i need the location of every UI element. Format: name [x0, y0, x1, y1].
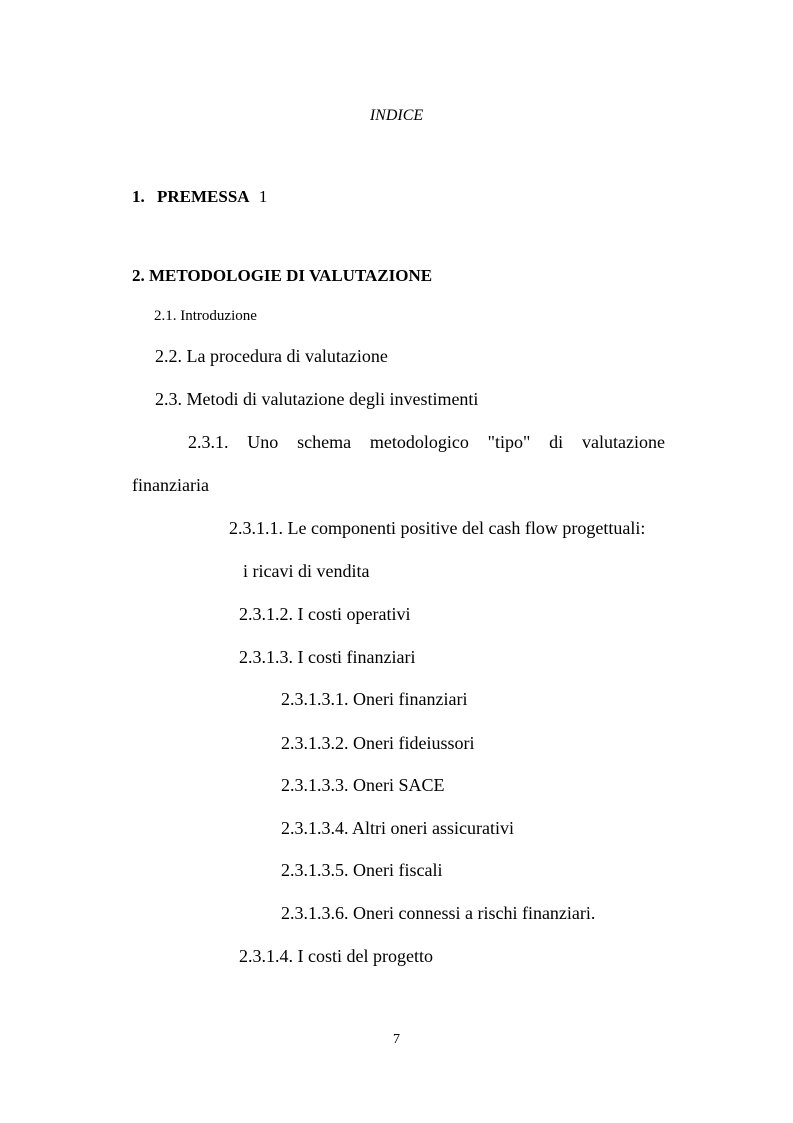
toc-entry-metodologie: 2. METODOLOGIE DI VALUTAZIONE [132, 266, 433, 285]
toc-entry-2-3-1-1-continuation: i ricavi di vendita [243, 561, 370, 581]
toc-entry-2-3-1-3-1: 2.3.1.3.1. Oneri finanziari [281, 689, 468, 709]
toc-word: schema [297, 432, 352, 452]
toc-word: Uno [247, 432, 279, 452]
toc-entry-2-3: 2.3. Metodi di valutazione degli investimenti [155, 389, 479, 409]
toc-word: "tipo" [487, 432, 531, 452]
toc-word: valutazione [581, 432, 665, 452]
toc-entry-2-3-1-3: 2.3.1.3. I costi finanziari [239, 647, 416, 667]
toc-entry-2-3-1-continuation: finanziaria [132, 475, 209, 495]
toc-entry-2-3-1-3-3: 2.3.1.3.3. Oneri SACE [281, 775, 445, 795]
toc-entry-2-3-1-4: 2.3.1.4. I costi del progetto [239, 946, 433, 966]
toc-entry-2-1: 2.1. Introduzione [154, 308, 257, 324]
toc-entry-2-3-1-3-5: 2.3.1.3.5. Oneri fiscali [281, 860, 443, 880]
toc-entry-2-3-1 [188, 432, 665, 452]
toc-word: 2.3.1. [188, 432, 229, 452]
toc-entry-2-2: 2.2. La procedura di valutazione [155, 346, 388, 366]
toc-entry-2-3-1-3-4: 2.3.1.3.4. Altri oneri assicurativi [281, 818, 514, 838]
toc-entry-number: 1. [132, 187, 145, 206]
toc-entry-2-3-1-2: 2.3.1.2. I costi operativi [239, 604, 411, 624]
toc-entry-2-3-1-1: 2.3.1.1. Le componenti positive del cash flow progettuali: [229, 518, 646, 538]
toc-entry-page: 1 [258, 187, 268, 206]
toc-word: metodologico [369, 432, 469, 452]
page-title: INDICE [369, 107, 424, 124]
toc-word: di [549, 432, 564, 452]
toc-entry-premessa [132, 187, 267, 207]
toc-entry-2-3-1-3-6: 2.3.1.3.6. Oneri connessi a rischi finanziari. [281, 903, 596, 923]
toc-entry-2-3-1-3-2: 2.3.1.3.2. Oneri fideiussori [281, 733, 475, 753]
page-number: 7 [393, 1032, 400, 1047]
toc-entry-label: PREMESSA [157, 187, 249, 206]
